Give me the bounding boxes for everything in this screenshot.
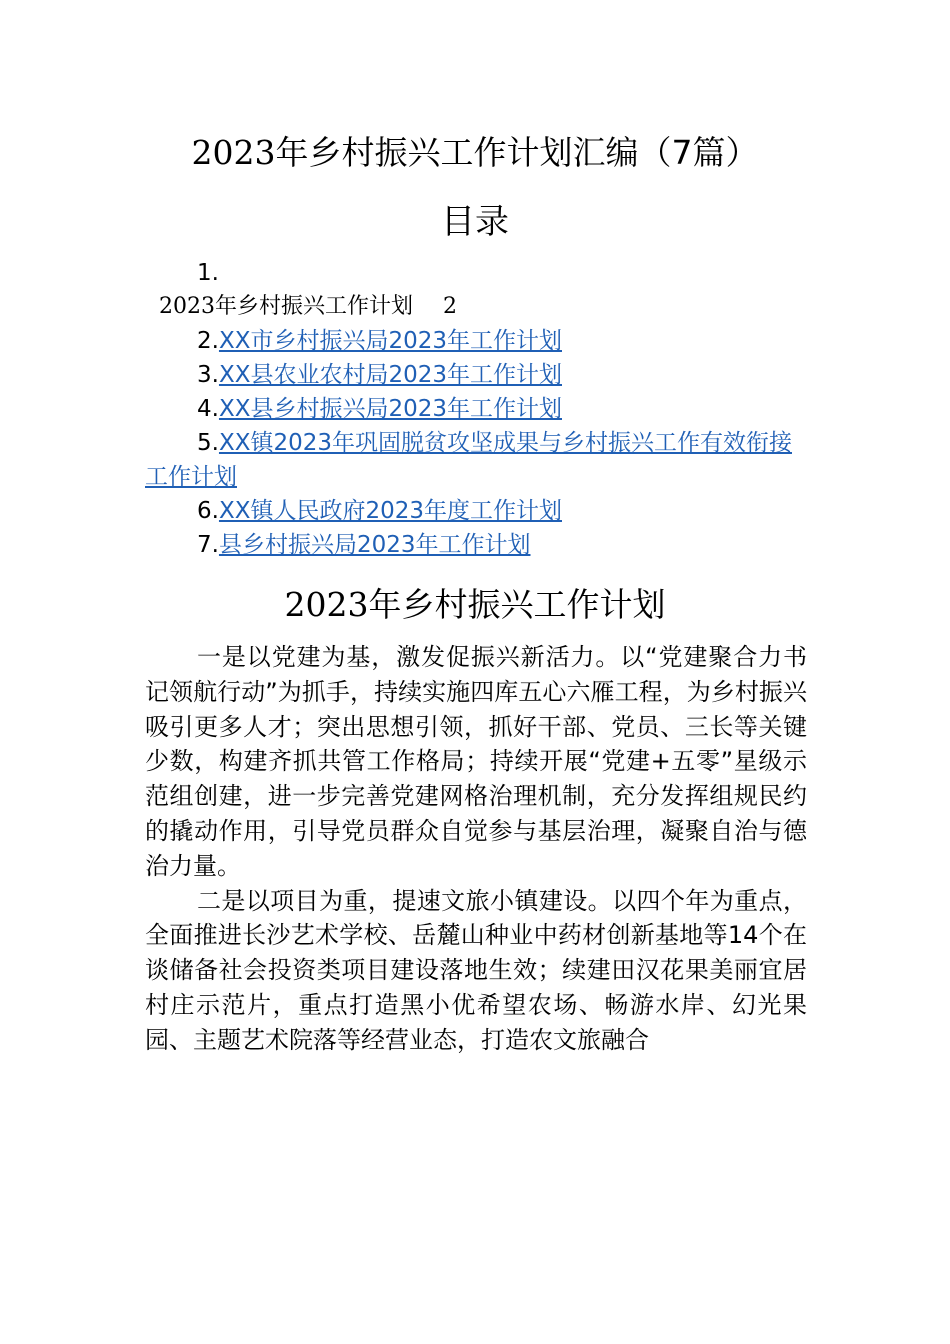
toc-link-7[interactable]: 县乡村振兴局2023年工作计划: [218, 532, 531, 558]
toc-item-3: [145, 358, 810, 392]
toc-item-number: 6.: [197, 498, 219, 524]
toc-link-4[interactable]: XX县乡村振兴局2023年工作计划: [218, 396, 562, 422]
toc-item-7: [145, 528, 810, 562]
toc-item-4: [145, 392, 810, 426]
paragraph-1: 一是以党建为基，激发促振兴新活力。以“党建聚合力书记领航行动”为抓手，持续实施四库五心六雁工程，为乡村振兴吸引更多人才；突出思想引领，抓好干部、党员、三长等关键少数，构建齐抓共管工作格局；持续开展“党建+五零”星级示范组创建，进一步完善党建网格治理机制，充分发挥组规民约的撬动作用，引导党员群众自觉参与基层治理，凝聚自治与德治力量。: [145, 643, 807, 880]
toc-item-number: 3.: [197, 362, 219, 388]
toc-link-3[interactable]: XX县农业农村局2023年工作计划: [218, 362, 562, 388]
toc-item-1: [145, 256, 810, 290]
toc-item-1-text: 年乡村振兴工作计划: [215, 294, 414, 319]
toc-item-1-year: 2023: [159, 294, 215, 319]
toc-heading: 目录: [441, 202, 509, 242]
section-title: [0, 580, 950, 630]
table-of-contents: [145, 256, 810, 562]
toc-item-1-entry[interactable]: [145, 290, 810, 324]
toc-item-number: 2.: [197, 328, 219, 354]
toc-item-1-page: 2: [443, 294, 458, 319]
toc-link-2[interactable]: XX市乡村振兴局2023年工作计划: [218, 328, 562, 354]
section-title-year: 2023: [284, 585, 369, 624]
toc-item-number: 1.: [197, 260, 219, 286]
toc-item-number: 4.: [197, 396, 219, 422]
toc-link-5[interactable]: XX镇2023年巩固脱贫攻坚成果与乡村振兴工作有效衔接工作计划: [145, 430, 792, 490]
toc-link-6[interactable]: XX镇人民政府2023年度工作计划: [218, 498, 562, 524]
document-title-year: 2023: [191, 133, 276, 172]
toc-item-2: [145, 324, 810, 358]
toc-item-number: 5.: [197, 430, 219, 456]
paragraph-2: 二是以项目为重，提速文旅小镇建设。以四个年为重点，全面推进长沙艺术学校、岳麓山种业中药材创新基地等14个在谈储备社会投资类项目建设落地生效；续建田汉花果美丽宜居村庄示范片，重点打造黑小优希望农场、畅游水岸、幻光果园、主题艺术院落等经营业态，打造农文旅融合: [145, 886, 807, 1054]
document-title: [0, 128, 950, 178]
body-text: [145, 640, 807, 1058]
document-title-text: 年乡村振兴工作计划汇编（7篇）: [275, 133, 759, 172]
toc-item-number: 7.: [197, 532, 219, 558]
toc-item-5: [145, 426, 810, 494]
toc-item-6: [145, 494, 810, 528]
section-title-text: 年乡村振兴工作计划: [368, 585, 666, 624]
